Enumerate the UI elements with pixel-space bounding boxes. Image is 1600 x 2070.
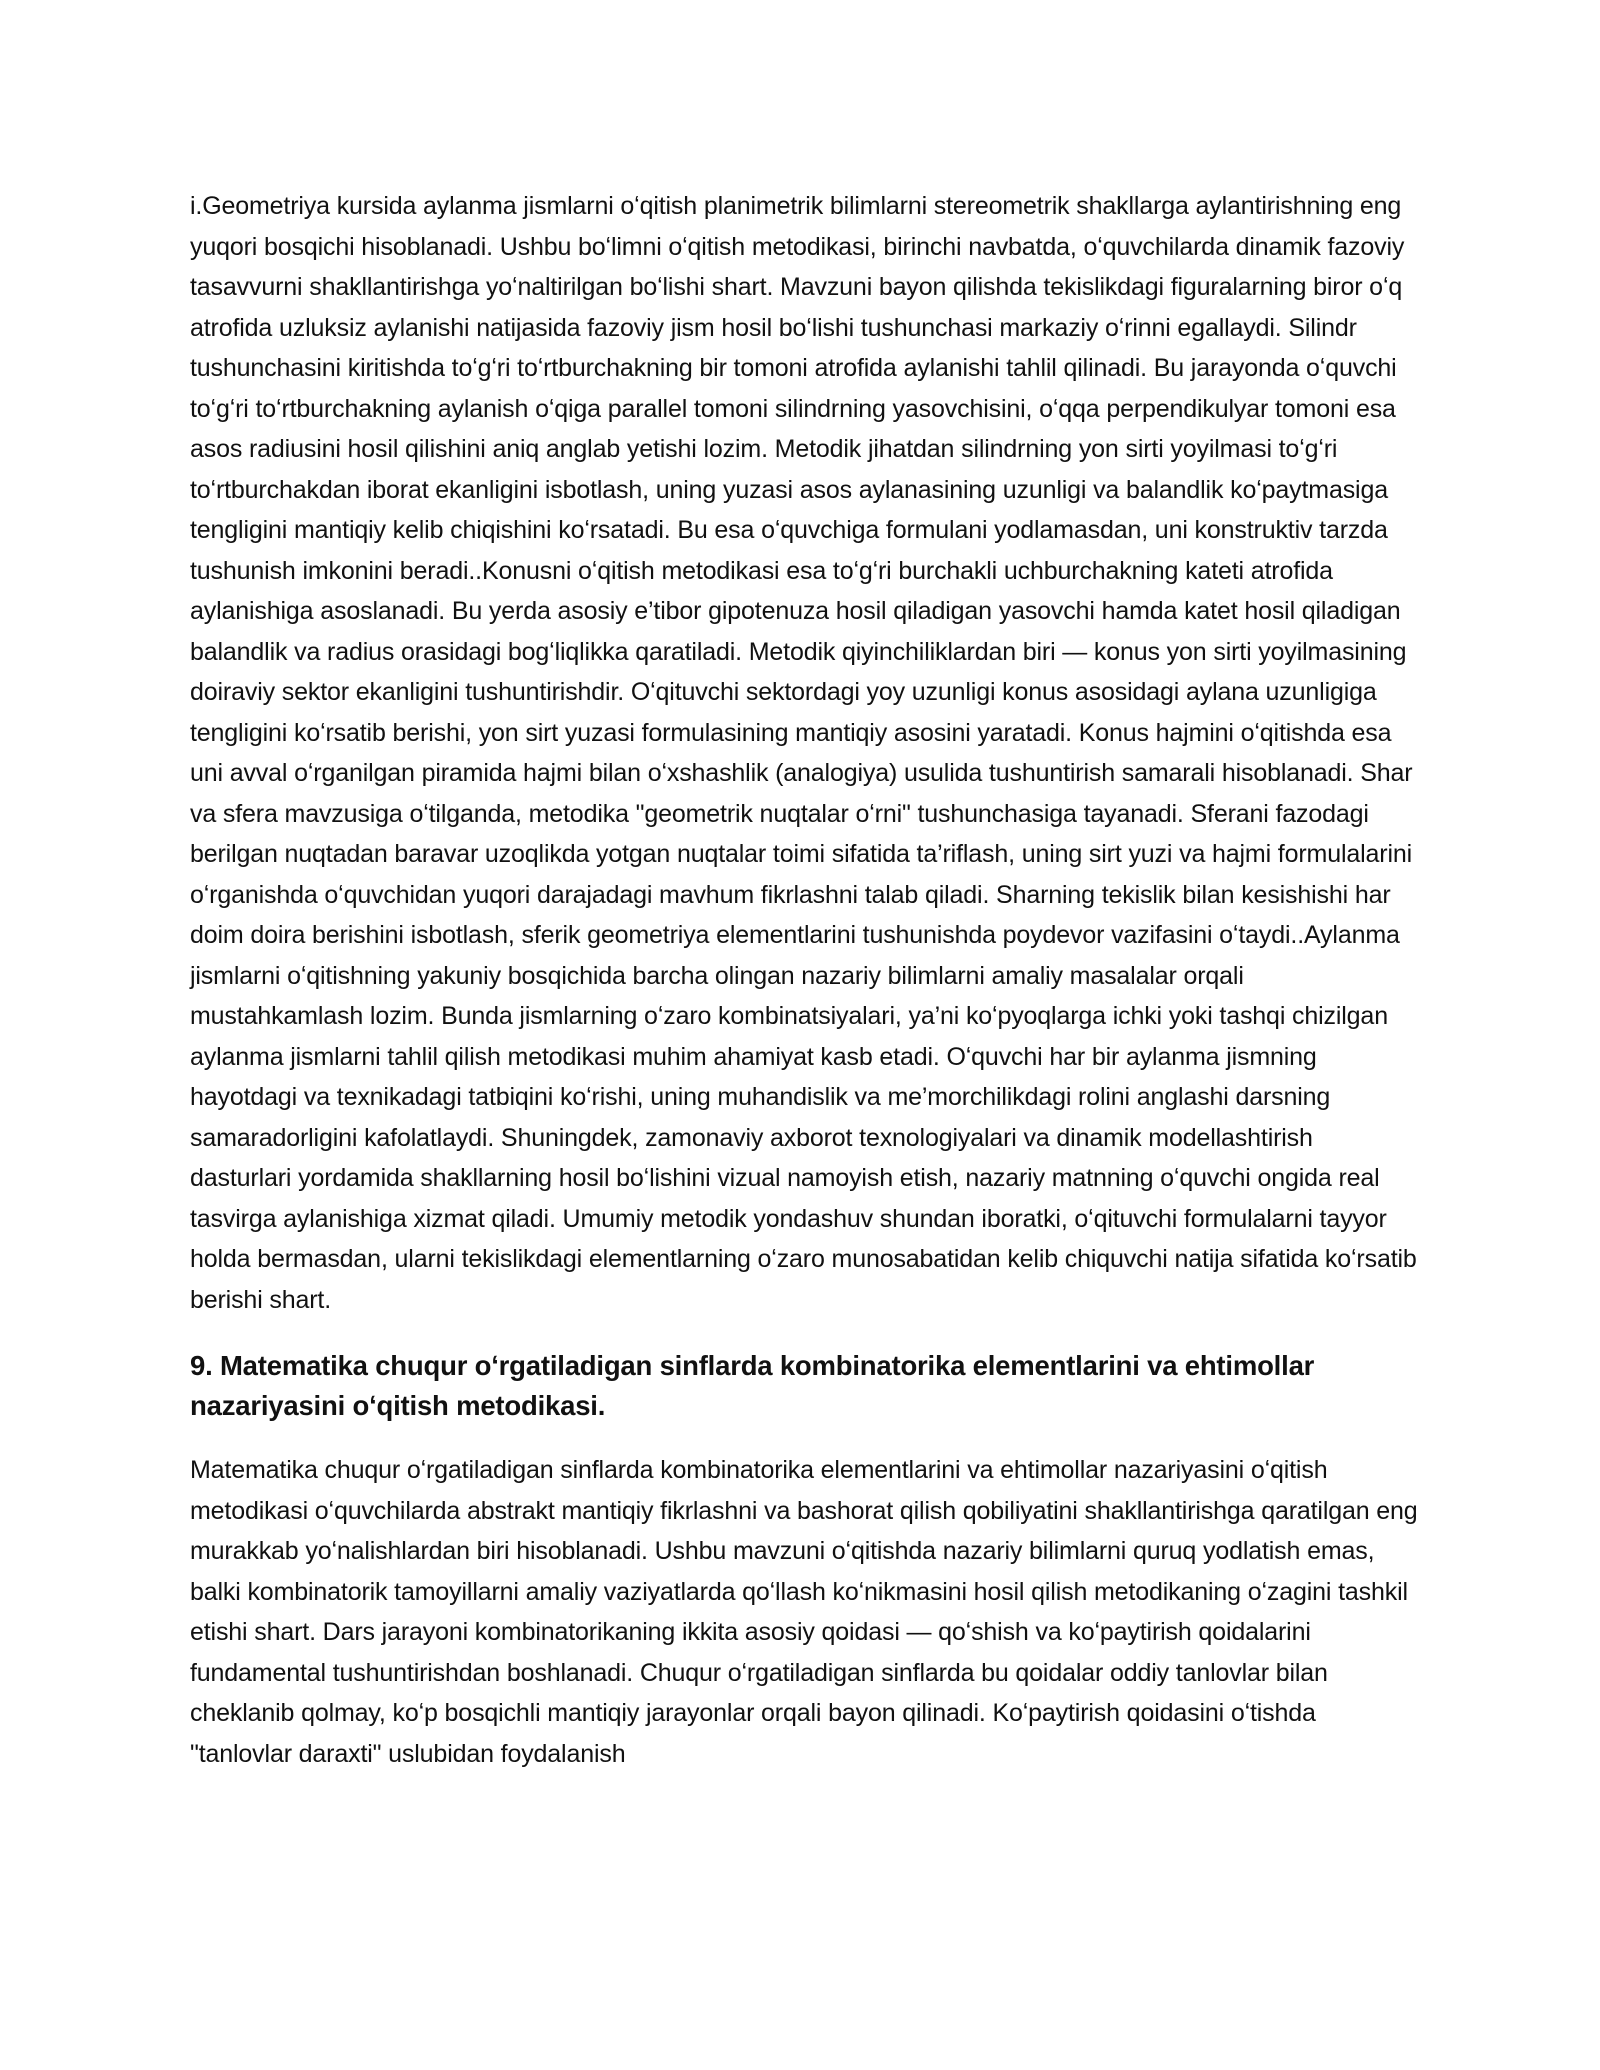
- document-page: [190, 186, 1420, 1774]
- body-paragraph-2: Matematika chuqur oʻrgatiladigan sinflarda kombinatorika elementlarini va ehtimollar nazariyasini oʻqitish metodikasi oʻquvchilarda abstrakt mantiqiy fikrlashni va bashorat qilish qobiliyatini shakllantirishga qaratilgan eng murakkab yoʻnalishlardan biri hisoblanadi. Ushbu mavzuni oʻqitishda nazariy bilimlarni quruq yodlatish emas, balki kombinatorik tamoyillarni amaliy vaziyatlarda qoʻllash koʻnikmasini hosil qilish metodikaning oʻzagini tashkil etishi shart. Dars jarayoni kombinatorikaning ikkita asosiy qoidasi — qoʻshish va koʻpaytirish qoidalarini fundamental tushuntirishdan boshlanadi. Chuqur oʻrgatiladigan sinflarda bu qoidalar oddiy tanlovlar bilan cheklanib qolmay, koʻp bosqichli mantiqiy jarayonlar orqali bayon qilinadi. Koʻpaytirish qoidasini oʻtishda "tanlovlar daraxti" uslubidan foydalanish: [190, 1456, 1418, 1768]
- section-heading: 9. Matematika chuqur oʻrgatiladigan sinflarda kombinatorika elementlarini va ehtimollar nazariyasini oʻqitish metodikasi.: [190, 1350, 1315, 1421]
- body-paragraph-1: i.Geometriya kursida aylanma jismlarni oʻqitish planimetrik bilimlarni stereometrik shakllarga aylantirishning eng yuqori bosqichi hisoblanadi. Ushbu boʻlimni oʻqitish metodikasi, birinchi navbatda, oʻquvchilarda dinamik fazoviy tasavvurni shakllantirishga yoʻnaltirilgan boʻlishi shart. Mavzuni bayon qilishda tekislikdagi figuralarning biror oʻq atrofida uzluksiz aylanishi natijasida fazoviy jism hosil boʻlishi tushunchasi markaziy oʻrinni egallaydi. Silindr tushunchasini kiritishda toʻgʻri toʻrtburchakning bir tomoni atrofida aylanishi tahlil qilinadi. Bu jarayonda oʻquvchi toʻgʻri toʻrtburchakning aylanish oʻqiga parallel tomoni silindrning yasovchisini, oʻqqa perpendikulyar tomoni esa asos radiusini hosil qilishini aniq anglab yetishi lozim. Metodik jihatdan silindrning yon sirti yoyilmasi toʻgʻri toʻrtburchakdan iborat ekanligini isbotlash, uning yuzasi asos aylanasining uzunligi va balandlik koʻpaytmasiga tengligini mantiqiy kelib chiqishini koʻrsatadi. Bu esa oʻquvchiga formulani yodlamasdan, uni konstruktiv tarzda tushunish imkonini beradi..Konusni oʻqitish metodikasi esa toʻgʻri burchakli uchburchakning kateti atrofida aylanishiga asoslanadi. Bu yerda asosiy e’tibor gipotenuza hosil qiladigan yasovchi hamda katet hosil qiladigan balandlik va radius orasidagi bogʻliqlikka qaratiladi. Metodik qiyinchiliklardan biri — konus yon sirti yoyilmasining doiraviy sektor ekanligini tushuntirishdir. Oʻqituvchi sektordagi yoy uzunligi konus asosidagi aylana uzunligiga tengligini koʻrsatib berishi, yon sirt yuzasi formulasining mantiqiy asosini yaratadi. Konus hajmini oʻqitishda esa uni avval oʻrganilgan piramida hajmi bilan oʻxshashlik (analogiya) usulida tushuntirish samarali hisoblanadi. Shar va sfera mavzusiga oʻtilganda, metodika "geometrik nuqtalar oʻrni" tushunchasiga tayanadi. Sferani fazodagi berilgan nuqtadan baravar uzoqlikda yotgan nuqtalar toimi sifatida ta’riflash, uning sirt yuzi va hajmi formulalarini oʻrganishda oʻquvchidan yuqori darajadagi mavhum fikrlashni talab qiladi. Sharning tekislik bilan kesishishi har doim doira berishini isbotlash, sferik geometriya elementlarini tushunishda poydevor vazifasini oʻtaydi..Aylanma jismlarni oʻqitishning yakuniy bosqichida barcha olingan nazariy bilimlarni amaliy masalalar orqali mustahkamlash lozim. Bunda jismlarning oʻzaro kombinatsiyalari, ya’ni koʻpyoqlarga ichki yoki tashqi chizilgan aylanma jismlarni tahlil qilish metodikasi muhim ahamiyat kasb etadi. Oʻquvchi har bir aylanma jismning hayotdagi va texnikadagi tatbiqini koʻrishi, uning muhandislik va me’morchilikdagi rolini anglashi darsning samaradorligini kafolatlaydi. Shuningdek, zamonaviy axborot texnologiyalari va dinamik modellashtirish dasturlari yordamida shakllarning hosil boʻlishini vizual namoyish etish, nazariy matnning oʻquvchi ongida real tasvirga aylanishiga xizmat qiladi. Umumiy metodik yondashuv shundan iboratki, oʻqituvchi formulalarni tayyor holda bermasdan, ularni tekislikdagi elementlarning oʻzaro munosabatidan kelib chiquvchi natija sifatida koʻrsatib berishi shart.: [190, 192, 1417, 1314]
